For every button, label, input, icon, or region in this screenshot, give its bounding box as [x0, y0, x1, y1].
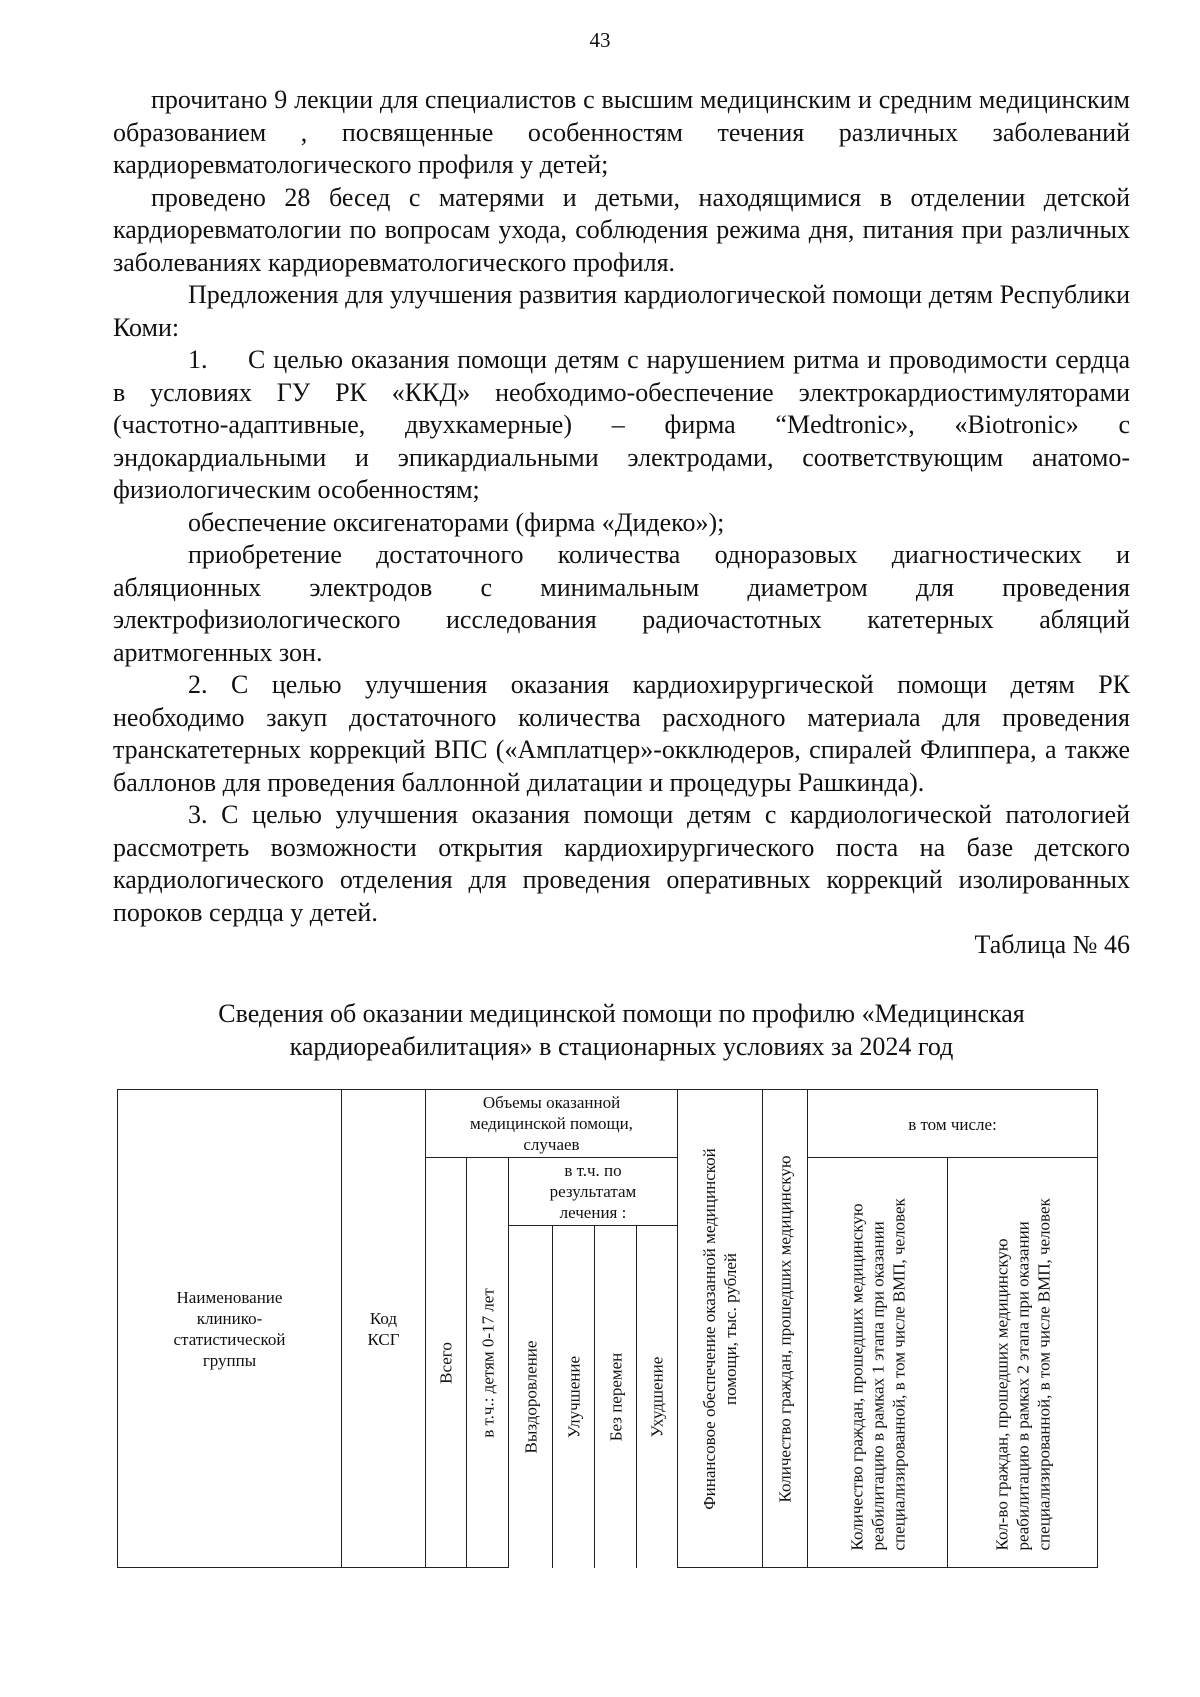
header-worsening: Ухудшение	[637, 1226, 678, 1568]
header-stage2: Кол-во граждан, прошедших медицинскую реабилитацию в рамках 2 этапа при оказании специализированной, в том числе ВМП, человек	[948, 1158, 1098, 1568]
stats-table-wrapper	[117, 1089, 1098, 1568]
header-group-name: Наименование клинико-статистической группы	[118, 1090, 342, 1568]
paragraph-electrodes: приобретение достаточного количества одноразовых диагностических и абляционных электродов с минимальным диаметром для проведения электрофизиологического исследования радиочастотных катетерных абляций аритмогенных зон.	[113, 540, 1130, 667]
header-ksg-code: Код КСГ	[342, 1090, 426, 1568]
table-caption-line2: кардиореабилитация» в стационарных условиях за 2024 год	[289, 1031, 954, 1061]
proposal-item-1	[113, 344, 1130, 507]
header-stage1: Количество граждан, прошедших медицинскую реабилитацию в рамках 1 этапа при оказании специализированной, в том числе ВМП, человек	[808, 1158, 948, 1568]
proposal-number: 1.	[188, 345, 208, 374]
page-number: 43	[589, 28, 611, 52]
header-improvement: Улучшение	[553, 1226, 595, 1568]
header-children: в т.ч.: детям 0-17 лет	[467, 1158, 509, 1568]
header-total: Всего	[426, 1158, 467, 1568]
header-including: в том числе:	[808, 1090, 1098, 1158]
proposal-item-3: 3. С целью улучшения оказания помощи детям с кардиологической патологией рассмотреть возможности открытия кардиохирургического поста на базе детского кардиологического отделения для проведения оперативных коррекций изолированных пороков сердца у детей.	[113, 800, 1130, 927]
paragraph-lectures: прочитано 9 лекции для специалистов с высшим медицинским и средним медицинским образованием , посвященные особенностям течения различных заболеваний кардиоревматологического профиля у детей;	[113, 85, 1130, 179]
header-no-change: Без перемен	[595, 1226, 637, 1568]
header-recovery: Выздоровление	[509, 1226, 553, 1568]
table-label: Таблица № 46	[974, 930, 1130, 959]
paragraph-proposals-intro: Предложения для улучшения развития кардиологической помощи детям Республики Коми:	[113, 280, 1130, 342]
paragraph-talks: проведено 28 бесед с матерями и детьми, находящимися в отделении детской кардиоревматологии по вопросам ухода, соблюдения режима дня, питания при различных заболеваниях кардиоревматологического профиля.	[113, 182, 1130, 277]
proposal-item-2: 2. С целью улучшения оказания кардиохирургической помощи детям РК необходимо закуп достаточного количества расходного материала для проведения транскатетерных коррекций ВПС («Амплатцер»-окклюдеров, спиралей Флиппера, а также баллонов для проведения баллонной дилатации и процедуры Рашкинда).	[113, 670, 1130, 797]
header-citizens-count: Количество граждан, прошедших медицинскую	[763, 1090, 808, 1568]
header-by-results: в т.ч. по результатам лечения :	[509, 1158, 678, 1226]
proposal-text: С целью оказания помощи детям с нарушением ритма и проводимости сердца в условиях ГУ РК «ККД» необходимо-обеспечение электрокардиостимуляторами (частотно-адаптивные, двухкамерные) – фирма “Medtronic», «Biotronic» с эндокардиальными и эпикардиальными электродами, соответствующим анатомо-физиологическим особенностям;	[113, 345, 1130, 504]
table-caption	[113, 998, 1130, 1063]
header-volumes: Объемы оказанной медицинской помощи, случаев	[426, 1090, 678, 1158]
table-caption-line1: Сведения об оказании медицинской помощи по профилю «Медицинская	[218, 999, 1025, 1028]
document-body	[113, 84, 1130, 962]
header-financing: Финансовое обеспечение оказанной медицинской помощи, тыс. рублей	[678, 1090, 763, 1568]
stats-table	[117, 1089, 1098, 1568]
paragraph-oxygenators: обеспечение оксигенаторами (фирма «Дидеко»);	[188, 507, 725, 537]
